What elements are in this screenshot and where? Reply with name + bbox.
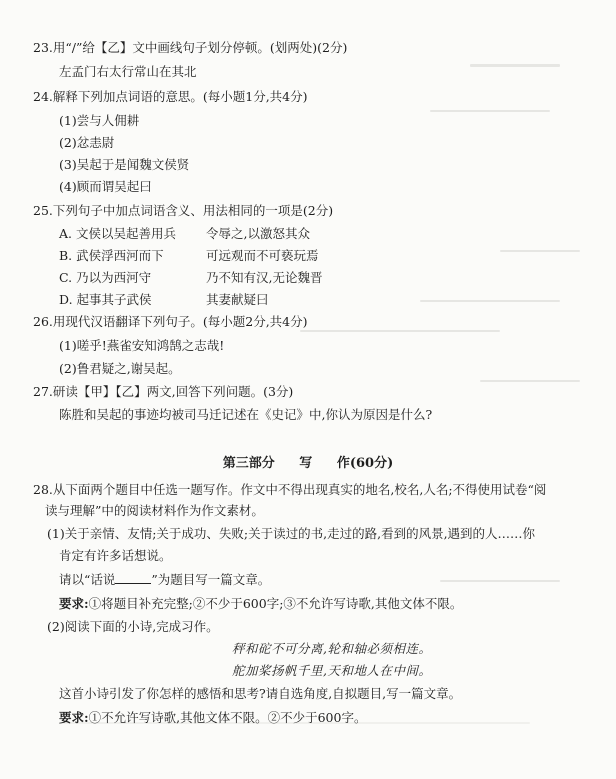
q25-stem: 25.下列句子中加点词语含义、用法相同的一项是(2分): [33, 203, 334, 218]
req-label: 要求:: [59, 596, 89, 611]
q28-prompt2-requirements: [59, 710, 366, 726]
q28-prompt2-line-1: (2)阅读下面的小诗,完成习作。: [47, 619, 219, 634]
section-title: [0, 456, 616, 472]
q24-item-1: (1)尝与人佣耕: [59, 113, 140, 128]
q27-stem: 27.研读【甲】【乙】两文,回答下列问题。(3分): [33, 384, 294, 399]
q23-sentence: 左孟门右太行常山在其北: [59, 64, 197, 79]
poem-line-1: 秤和砣不可分离,轮和轴必须相连。: [232, 641, 432, 656]
q26-item-1: (1)嗟乎!燕雀安知鸿鹄之志哉!: [59, 338, 225, 353]
q28-prompt1-task: [59, 571, 270, 588]
q28-prompt2-task: 这首小诗引发了你怎样的感悟和思考?请自选角度,自拟题目,写一篇文章。: [59, 686, 462, 701]
q28-prompt1-line-1: (1)关于亲情、友情;关于成功、失败;关于读过的书,走过的路,看到的风景,遇到的人……你: [47, 526, 536, 541]
q25-option-d-left: D. 起事其子武侯: [59, 292, 152, 307]
q28-prompt1-requirements: [59, 596, 462, 612]
scan-noise: [500, 250, 580, 252]
q25-option-c-right: 乃不知有汉,无论魏晋: [206, 270, 323, 285]
q25-option-b-left: B. 武侯浮西河而下: [59, 248, 164, 263]
poem-line-2: 舵加桨扬帆千里,天和地人在中间。: [232, 663, 432, 678]
scan-noise: [480, 380, 580, 382]
q25-option-a-left: A. 文侯以吴起善用兵: [59, 226, 176, 241]
q23-stem: 23.用“/”给【乙】文中画线句子划分停顿。(划两处)(2分): [33, 40, 348, 55]
q28-stem-line-1: 28.从下面两个题目中任选一题写作。作文中不得出现真实的地名,校名,人名;不得使用试卷“阅: [33, 482, 547, 497]
section-title-a: 写: [299, 456, 313, 471]
scan-noise: [300, 330, 500, 332]
q24-stem: 24.解释下列加点词语的意思。(每小题1分,共4分): [33, 89, 308, 104]
q25-option-d-right: 其妻献疑曰: [206, 292, 269, 307]
req-text-2: ①不允许写诗歌,其他文体不限。②不少于600字。: [88, 710, 367, 725]
q28-task-pre: 请以“话说: [59, 572, 116, 587]
q26-stem: 26.用现代汉语翻译下列句子。(每小题2分,共4分): [33, 314, 308, 329]
q28-stem-line-2: 读与理解”中的阅读材料作为作文素材。: [45, 503, 264, 518]
q24-item-4: (4)顾而谓吴起曰: [59, 179, 152, 194]
scan-noise: [470, 64, 560, 67]
q26-item-2: (2)鲁君疑之,谢吴起。: [59, 361, 181, 376]
q24-item-3: (3)吴起于是闻魏文侯贤: [59, 157, 190, 172]
section-title-b: 作(60分): [336, 456, 394, 471]
q25-option-a-right: 令辱之,以激怒其众: [206, 226, 310, 241]
req-text: ①将题目补充完整;②不少于600字;③不允许写诗歌,其他文体不限。: [88, 596, 463, 611]
req-label-2: 要求:: [59, 710, 89, 725]
q25-option-c-left: C. 乃以为西河守: [59, 270, 152, 285]
q28-task-post: ”为题目写一篇文章。: [151, 572, 271, 587]
q24-item-2: (2)忿恚尉: [59, 135, 115, 150]
scan-noise: [440, 580, 560, 582]
q25-option-b-right: 可远观而不可亵玩焉: [206, 248, 319, 263]
section-part: 第三部分: [222, 456, 275, 471]
q27-question: 陈胜和吴起的事迹均被司马迁记述在《史记》中,你认为原因是什么?: [59, 407, 433, 422]
scan-noise: [420, 300, 560, 302]
scan-noise: [430, 110, 550, 112]
title-blank: [115, 571, 151, 584]
q28-prompt1-line-2: 肯定有许多话想说。: [59, 548, 172, 563]
